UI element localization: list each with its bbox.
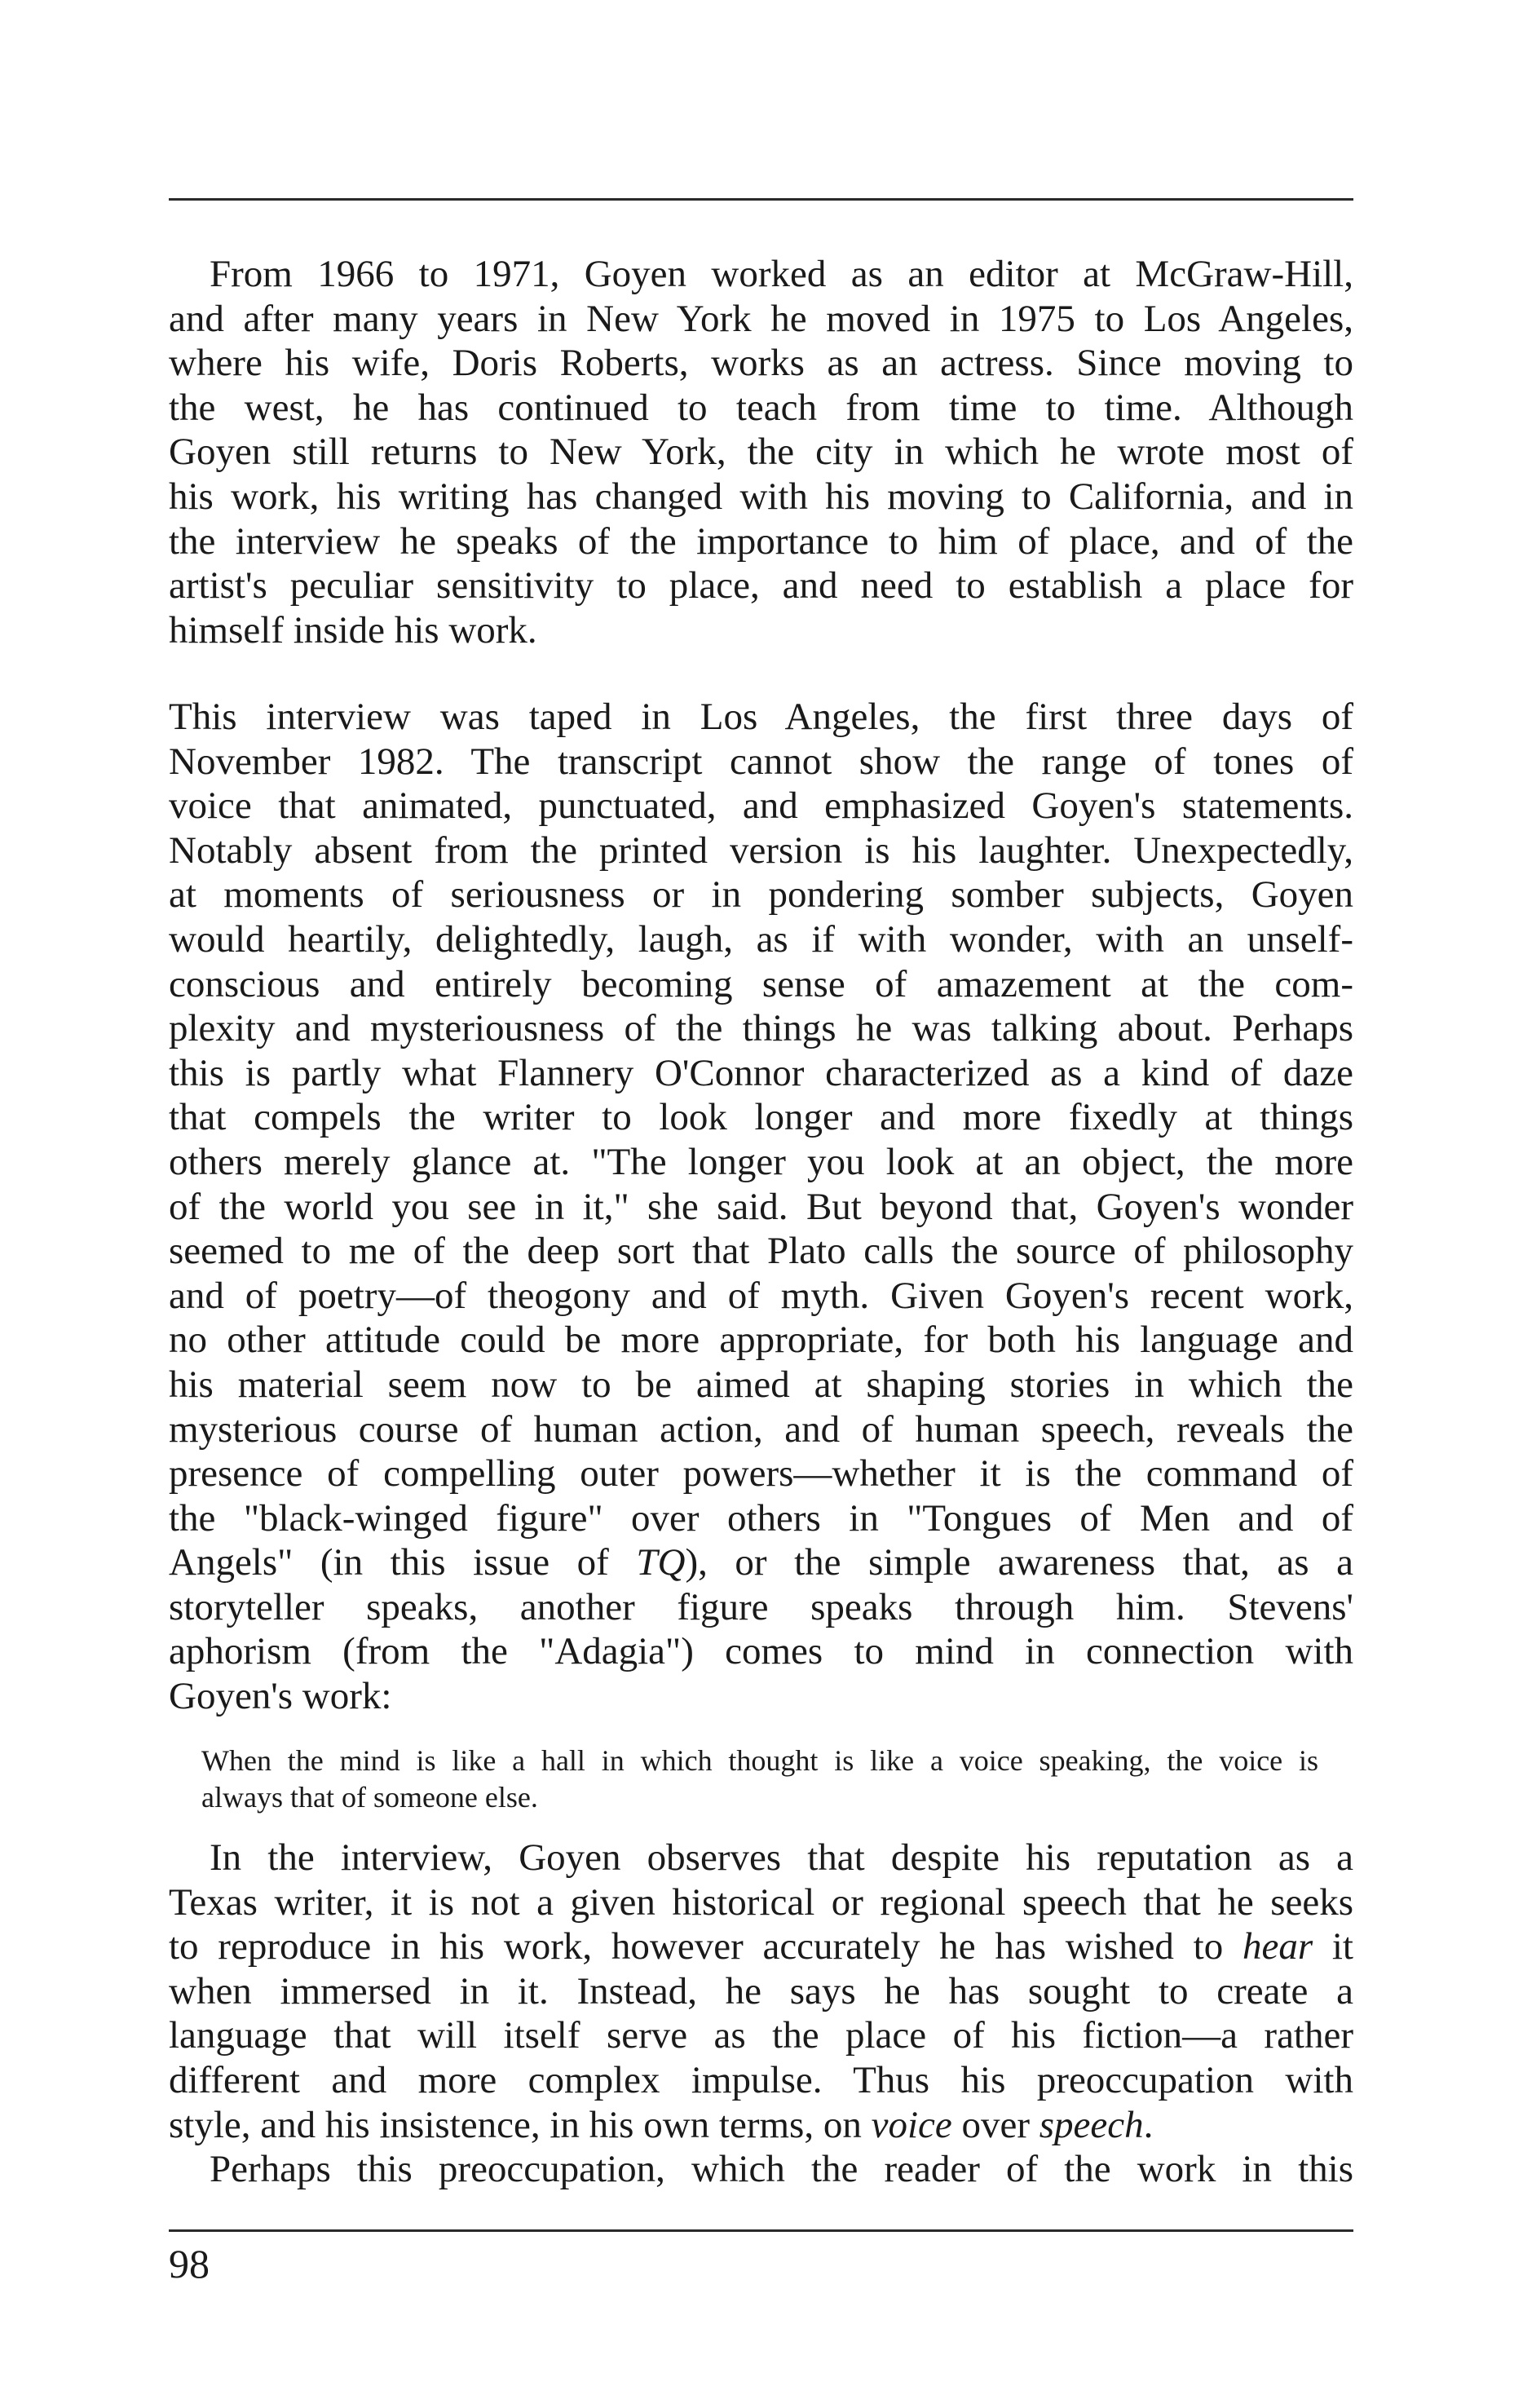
text-line: voice that animated, punctuated, and emphasized Goyen's statements. (169, 784, 1353, 828)
bottom-rule (169, 2229, 1353, 2232)
paragraph-2 (169, 695, 1353, 1719)
text-line: Notably absent from the printed version is his laughter. Unexpectedly, (169, 828, 1353, 872)
page-number: 98 (169, 2241, 210, 2286)
paragraph-1 (169, 252, 1353, 652)
text-line: at moments of seriousness or in pondering somber subjects, Goyen (169, 873, 1353, 917)
text-line: mysterious course of human action, and of human speech, reveals the (169, 1407, 1353, 1451)
text-segment: ), or the simple awareness that, as a (685, 1541, 1353, 1584)
paragraph-3 (169, 1836, 1353, 2147)
text-line: this is partly what Flannery O'Connor characterized as a kind of daze (169, 1051, 1353, 1094)
text-line: Goyen still returns to New York, the city in which he wrote most of (169, 431, 1353, 474)
top-rule (169, 198, 1353, 201)
text-line: and of poetry—of theogony and of myth. Given Goyen's recent work, (169, 1274, 1353, 1317)
text-line: others merely glance at. "The longer you look at an object, the more (169, 1140, 1353, 1183)
text-line: In the interview, Goyen observes that despite his reputation as a (210, 1836, 1353, 1879)
text-line: his work, his writing has changed with his moving to California, and in (169, 475, 1353, 518)
text-segment: . (1143, 2103, 1154, 2146)
text-line: himself inside his work. (169, 608, 537, 652)
text-line: aphorism (from the "Adagia") comes to mind in connection with (169, 1630, 1353, 1673)
text-line-mixed (169, 1540, 1353, 1585)
text-line-mixed (169, 1924, 1353, 1969)
block-quote (201, 1743, 1318, 1816)
text-line: the interview he speaks of the importance to him of place, and of the (169, 519, 1353, 563)
text-line: seemed to me of the deep sort that Plato calls the source of philosophy (169, 1230, 1353, 1273)
quote-line: always that of someone else. (201, 1781, 538, 1814)
emphasis-italic: speech (1039, 2103, 1144, 2146)
text-line: November 1982. The transcript cannot show the range of tones of (169, 740, 1353, 783)
text-segment: over (951, 2103, 1039, 2146)
text-segment: to reproduce in his work, however accurately he has wished to (169, 1925, 1243, 1968)
text-segment: Angels" (in this issue of (169, 1541, 637, 1584)
text-line: storyteller speaks, another figure speaks through him. Stevens' (169, 1585, 1353, 1628)
text-line: Goyen's work: (169, 1675, 392, 1718)
text-line: language that will itself serve as the place of his fiction—a rather (169, 2014, 1353, 2057)
text-line: plexity and mysteriousness of the things he was talking about. Perhaps (169, 1007, 1353, 1050)
emphasis-italic: hear (1242, 1925, 1313, 1968)
text-line: artist's peculiar sensitivity to place, and need to establish a place for (169, 564, 1353, 608)
text-line: would heartily, delightedly, laugh, as if with wonder, with an unself- (169, 917, 1353, 961)
text-line: when immersed in it. Instead, he says he has sought to create a (169, 1969, 1353, 2013)
text-line: This interview was taped in Los Angeles, the first three days of (169, 696, 1353, 738)
text-segment: it (1313, 1925, 1353, 1968)
text-line: different and more complex impulse. Thus his preoccupation with (169, 2058, 1353, 2101)
text-line: no other attitude could be more appropriate, for both his language and (169, 1319, 1353, 1362)
text-line-mixed (169, 2103, 1353, 2148)
text-line: of the world you see in it," she said. But beyond that, Goyen's wonder (169, 1185, 1353, 1228)
emphasis-italic: voice (871, 2103, 952, 2146)
quote-line: When the mind is like a hall in which thought is like a voice speaking, the voice is (201, 1744, 1318, 1777)
journal-title-italic: TQ (636, 1541, 686, 1584)
text-line: From 1966 to 1971, Goyen worked as an editor at McGraw-Hill, (210, 253, 1353, 295)
text-line: the west, he has continued to teach from time to time. Although (169, 386, 1353, 429)
text-segment: style, and his insistence, in his own terms, on (169, 2103, 872, 2146)
text-line: presence of compelling outer powers—whether it is the command of (169, 1452, 1353, 1496)
text-line: and after many years in New York he moved in 1975 to Los Angeles, (169, 297, 1353, 340)
text-line: that compels the writer to look longer and more fixedly at things (169, 1096, 1353, 1139)
text-line: conscious and entirely becoming sense of amazement at the com- (169, 962, 1353, 1005)
text-line: his material seem now to be aimed at shaping stories in which the (169, 1363, 1353, 1406)
text-line: Perhaps this preoccupation, which the reader of the work in this (210, 2148, 1353, 2190)
paragraph-4 (169, 2147, 1353, 2192)
text-line: where his wife, Doris Roberts, works as an actress. Since moving to (169, 342, 1353, 385)
text-line: the "black-winged figure" over others in "Tongues of Men and of (169, 1496, 1353, 1540)
text-line: Texas writer, it is not a given historical or regional speech that he seeks (169, 1880, 1353, 1924)
